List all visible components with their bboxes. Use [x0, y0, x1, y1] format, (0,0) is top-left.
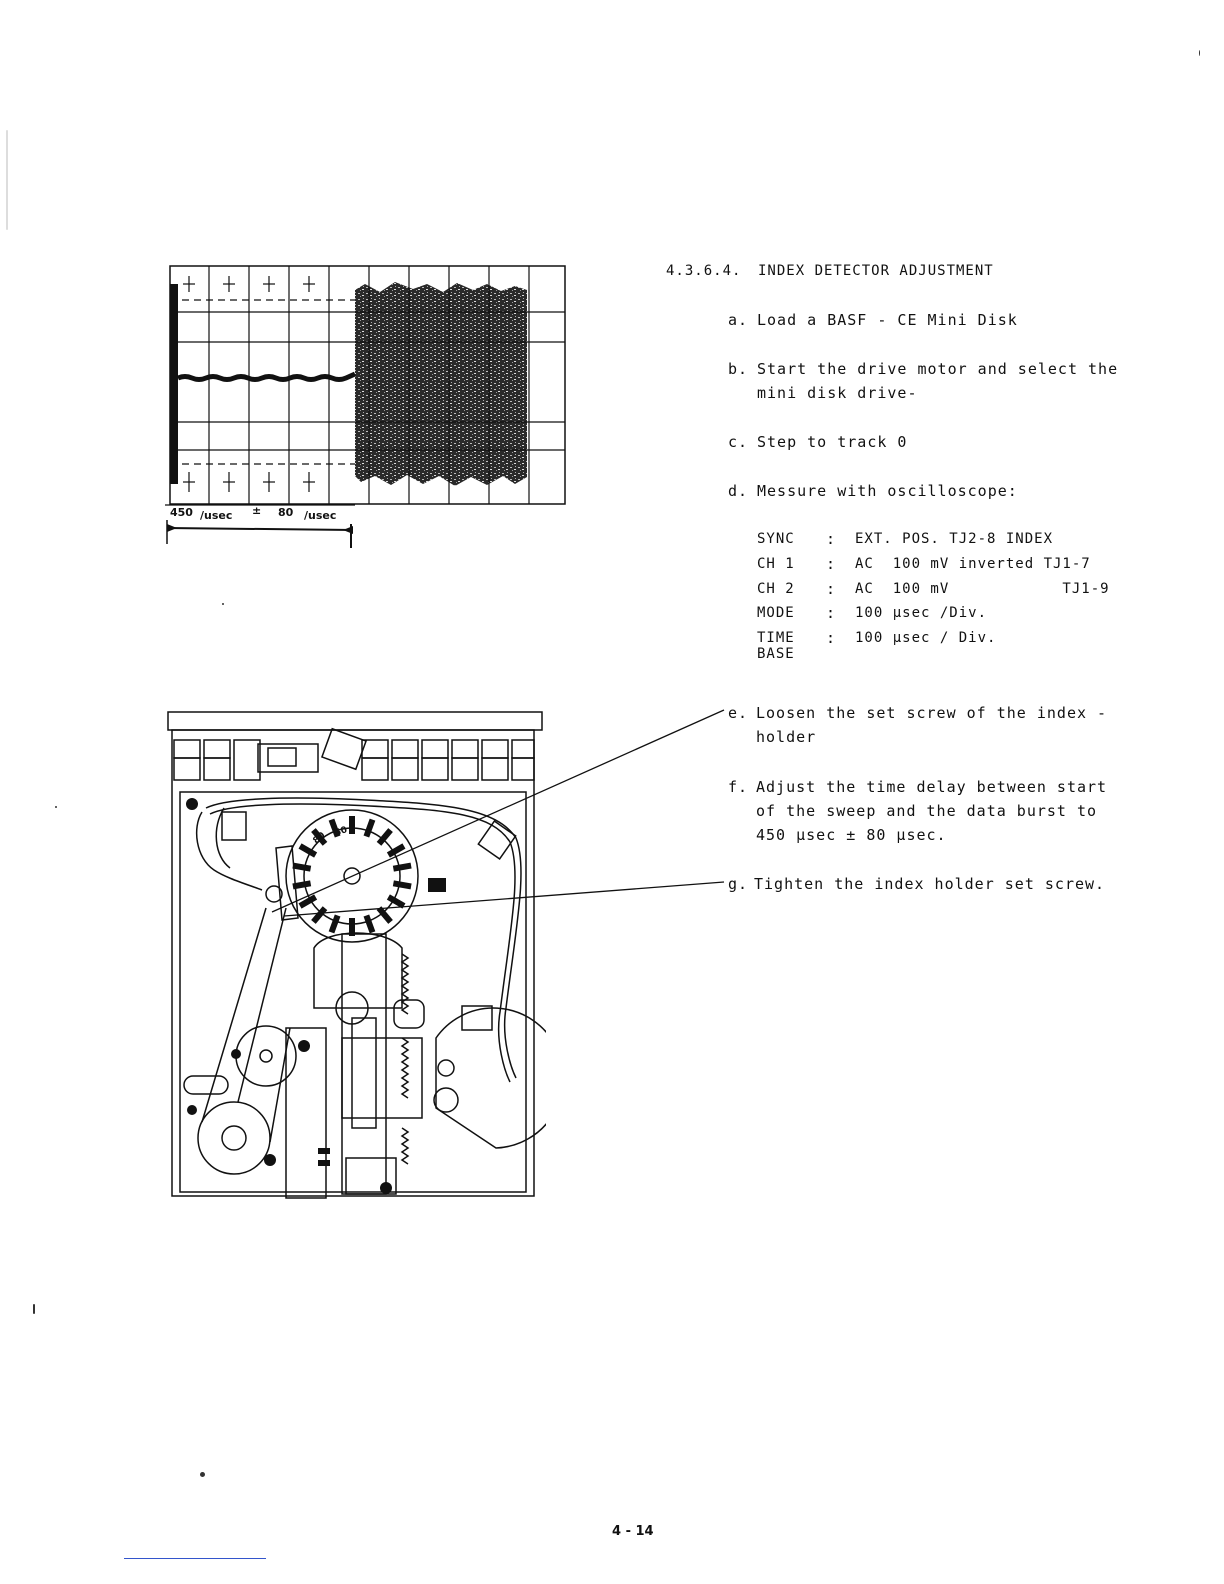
setting-name: TIME: [757, 630, 795, 646]
step-g-text: Tighten the index holder set screw.: [754, 875, 1106, 893]
step-d-text: Messure with oscilloscope:: [757, 482, 1018, 500]
page-number: 4 - 14: [612, 1524, 654, 1539]
setting-separator: :: [826, 604, 837, 622]
step-f-line-3: 450 µsec ± 80 µsec.: [756, 826, 947, 844]
setting-value: AC 100 mV TJ1-9: [855, 581, 1110, 597]
scope-label-start: 450: [170, 506, 193, 519]
data-burst-trace: [355, 282, 527, 486]
section-title: INDEX DETECTOR ADJUSTMENT: [758, 263, 994, 279]
setting-separator: :: [826, 580, 837, 598]
setting-name: CH 1: [757, 556, 795, 572]
scan-edge: [6, 130, 8, 230]
setting-name-line-2: BASE: [757, 646, 795, 662]
step-a-label: a.: [728, 311, 749, 329]
step-f-label: f.: [728, 778, 749, 796]
baseline-trace: [178, 374, 355, 380]
step-f-line-2: of the sweep and the data burst to: [756, 802, 1098, 820]
step-e-line-2: holder: [756, 728, 817, 746]
scan-speck: [55, 806, 57, 808]
scan-speck: [200, 1472, 205, 1477]
step-c-text: Step to track 0: [757, 433, 908, 451]
setting-separator: :: [826, 530, 837, 548]
step-b-line-2: mini disk drive-: [757, 384, 918, 402]
scan-speck: [1199, 50, 1200, 56]
step-c-label: c.: [728, 433, 749, 451]
scope-label-plus-minus: ±: [252, 504, 262, 517]
step-g-label: g.: [728, 875, 749, 893]
setting-value: EXT. POS. TJ2-8 INDEX: [855, 531, 1054, 547]
section-number: 4.3.6.4.: [666, 263, 742, 279]
step-e-label: e.: [728, 704, 749, 722]
scope-label-unit-2: /usec: [304, 509, 337, 522]
setting-separator: :: [826, 629, 837, 647]
scan-speck: [222, 603, 224, 605]
step-e-line-1: Loosen the set screw of the index -: [756, 704, 1108, 722]
step-d-label: d.: [728, 482, 749, 500]
delay-dimension-arrow: [167, 528, 353, 530]
setting-value: 100 µsec /Div.: [855, 605, 988, 621]
footer-rule: [124, 1558, 266, 1559]
disc-mark-50: 50: [333, 825, 349, 839]
scope-label-tolerance: 80: [278, 506, 294, 519]
scope-label-unit-1: /usec: [200, 509, 233, 522]
mini-disk-drive-photo: [166, 708, 546, 1202]
trigger-edge-trace: [170, 284, 178, 484]
step-b-label: b.: [728, 360, 749, 378]
setting-value: 100 µsec / Div.: [855, 630, 997, 646]
setting-name: MODE: [757, 605, 795, 621]
step-b-line-1: Start the drive motor and select the: [757, 360, 1119, 378]
setting-separator: :: [826, 555, 837, 573]
step-f-line-1: Adjust the time delay between start: [756, 778, 1108, 796]
setting-value: AC 100 mV inverted TJ1-7: [855, 556, 1091, 572]
step-a-text: Load a BASF - CE Mini Disk: [757, 311, 1018, 329]
setting-name: SYNC: [757, 531, 795, 547]
setting-name: CH 2: [757, 581, 795, 597]
scan-speck: [33, 1304, 35, 1314]
disc-mark-80: 80: [311, 830, 328, 847]
